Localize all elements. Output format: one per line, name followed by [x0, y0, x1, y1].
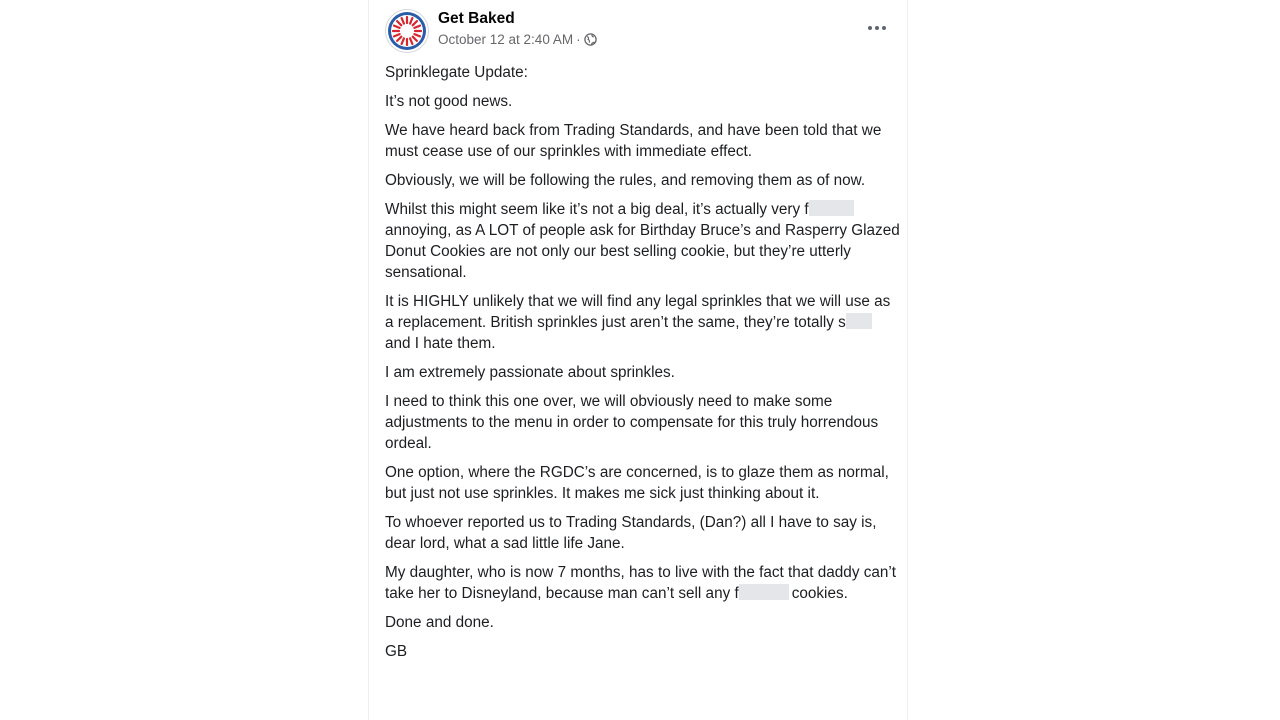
post-paragraph	[385, 199, 900, 283]
paragraph-text: Whilst this might seem like it’s not a big deal, it’s actually very f	[385, 201, 809, 218]
post-paragraph: One option, where the RGDC’s are concerned, is to glaze them as normal, but just not use sprinkles. It makes me sick just thinking about it.	[385, 464, 889, 502]
censored-word	[809, 200, 854, 216]
paragraph-text: and I hate them.	[385, 335, 496, 352]
page-avatar[interactable]	[385, 9, 429, 53]
post-paragraph: I need to think this one over, we will obviously need to make some adjustments to the menu in order to compensate for this truly horrendous ordeal.	[385, 393, 879, 452]
meta-separator: ·	[576, 32, 581, 47]
paragraph-text: cookies.	[791, 585, 848, 602]
post-paragraph: We have heard back from Trading Standards, and have been told that we must cease use of our sprinkles with immediate effect.	[385, 122, 882, 160]
page-name-link[interactable]: Get Baked	[438, 10, 515, 27]
paragraph-text: annoying, as A LOT of people ask for Birthday Bruce’s and Rasperry Glazed Donut Cookies are not only our best selling cookie, but they’re utterly sensational.	[385, 222, 900, 281]
more-options-button[interactable]	[861, 17, 893, 39]
post-body	[385, 62, 900, 670]
post-paragraph: Sprinklegate Update:	[385, 64, 528, 81]
post-paragraph	[385, 291, 900, 354]
post-paragraph: Done and done.	[385, 614, 494, 631]
paragraph-text: It is HIGHLY unlikely that we will find any legal sprinkles that we will use as a replacement. British sprinkles just aren’t the same, they’re totally s	[385, 293, 891, 331]
post-meta	[438, 32, 597, 47]
post-signature: GB	[385, 643, 408, 660]
globe-icon[interactable]	[584, 33, 597, 46]
more-options-icon	[867, 26, 888, 30]
censored-word	[739, 584, 789, 600]
facebook-post	[368, 0, 908, 720]
post-paragraph: I am extremely passionate about sprinkles.	[385, 364, 675, 381]
censored-word	[846, 313, 872, 329]
post-paragraph: Obviously, we will be following the rules, and removing them as of now.	[385, 172, 866, 189]
post-paragraph	[385, 562, 900, 604]
post-paragraph: To whoever reported us to Trading Standards, (Dan?) all I have to say is, dear lord, what a sad little life Jane.	[385, 514, 877, 552]
paragraph-text: My daughter, who is now 7 months, has to live with the fact that daddy can’t take her to Disneyland, because man can’t sell any f	[385, 564, 897, 602]
post-timestamp-link[interactable]: October 12 at 2:40 AM	[438, 32, 574, 47]
post-paragraph: It’s not good news.	[385, 93, 513, 110]
get-baked-logo-icon	[385, 9, 429, 53]
